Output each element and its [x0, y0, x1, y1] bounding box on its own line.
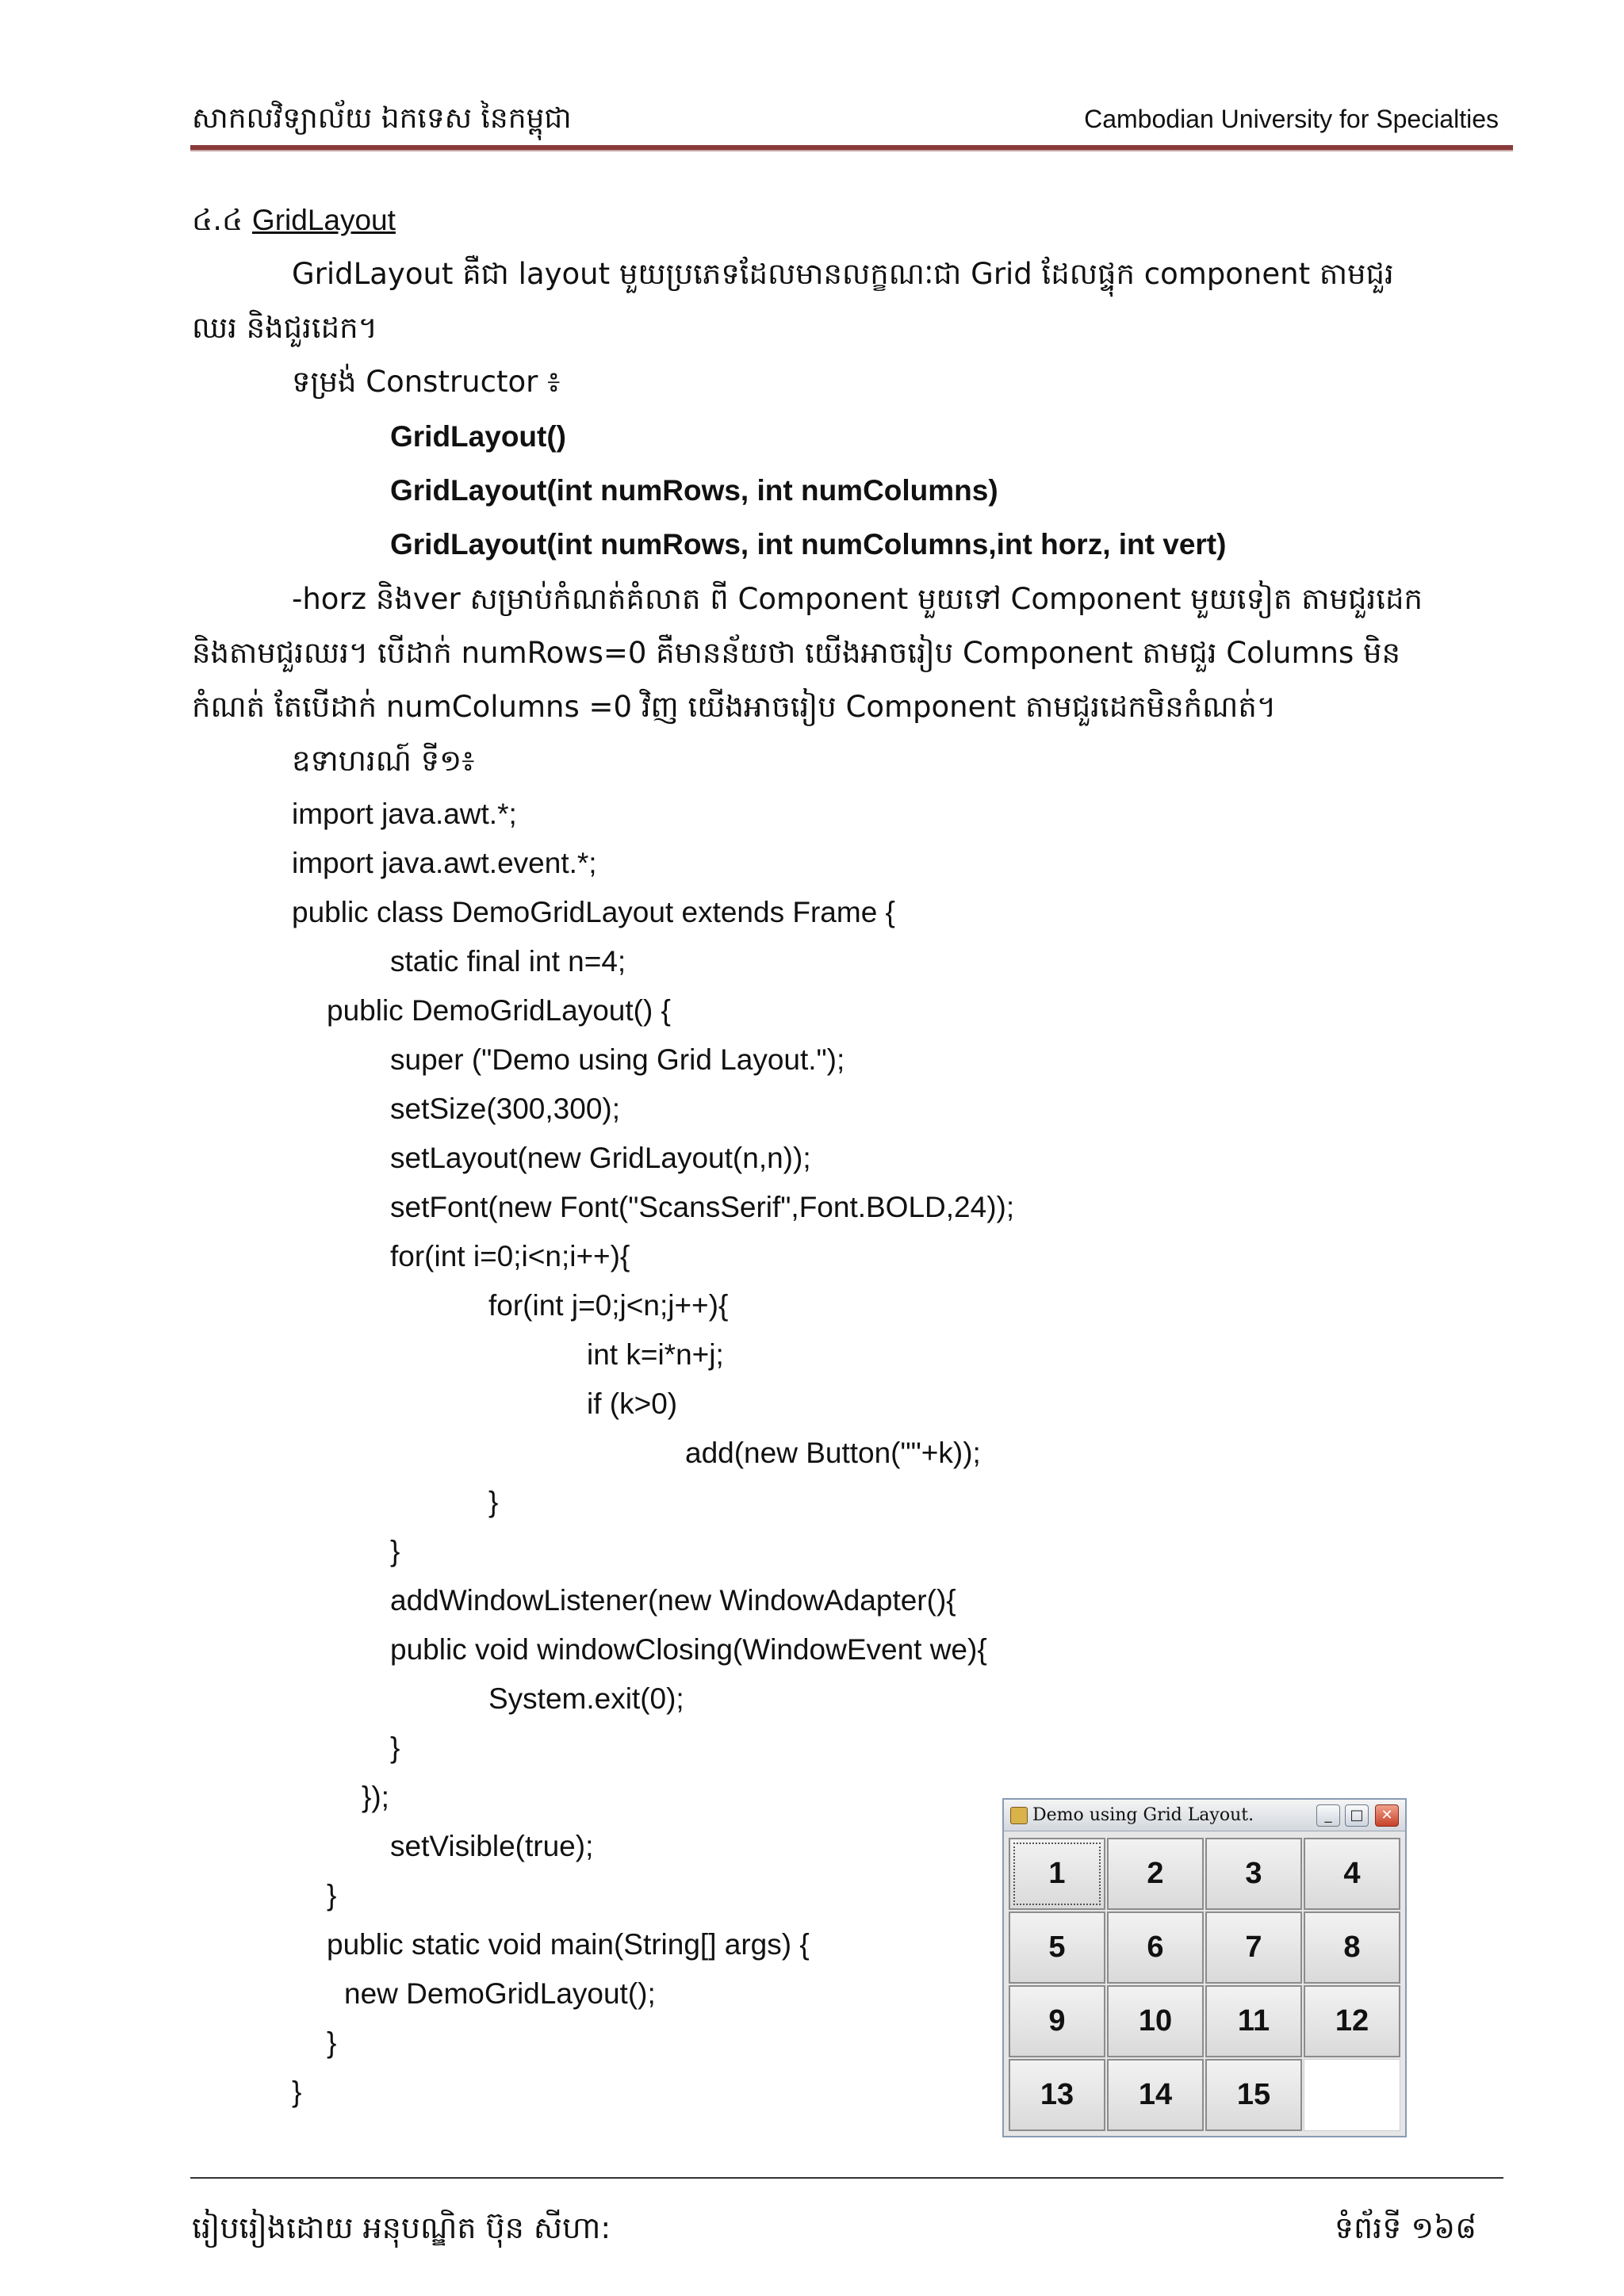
header-university-english: Cambodian University for Specialties: [1084, 105, 1499, 133]
grid-button-5[interactable]: 5: [1009, 1911, 1105, 1984]
constructor-label: ទម្រង់ Constructor ៖: [292, 365, 561, 399]
grid-button-10[interactable]: 10: [1107, 1985, 1204, 2057]
grid-empty-cell: [1304, 2059, 1400, 2131]
java-app-icon: [1010, 1807, 1028, 1824]
grid-button-6[interactable]: 6: [1107, 1911, 1204, 1984]
grid-button-11[interactable]: 11: [1205, 1985, 1302, 2057]
demo-window: [1002, 1798, 1407, 2137]
grid-button-8[interactable]: 8: [1304, 1911, 1400, 1984]
grid-button-12[interactable]: 12: [1304, 1985, 1400, 2057]
footer-author: រៀបរៀងដោយ អនុបណ្ឌិត ប៊ុន សីហា:: [192, 2210, 611, 2245]
footer-divider: [190, 2177, 1503, 2179]
code-line: import java.awt.*;: [292, 798, 517, 830]
code-line: public void windowClosing(WindowEvent we){: [390, 1633, 987, 1666]
code-line: add(new Button(""+k));: [685, 1437, 981, 1469]
button-grid: [1009, 1838, 1400, 2131]
header-divider: [190, 145, 1513, 151]
code-line: }: [292, 2076, 302, 2108]
code-line: public DemoGridLayout() {: [327, 994, 671, 1027]
maximize-button[interactable]: □: [1345, 1804, 1369, 1827]
header-university-khmer: សាកលវិទ្យាល័យ ឯកទេស នៃកម្ពុជា: [192, 102, 572, 135]
footer-page-number: ទំព័រទី ១៦៨: [1334, 2210, 1477, 2245]
intro-line-2: ឈរ និងជួរដេក។: [192, 311, 377, 345]
code-line: setSize(300,300);: [390, 1093, 621, 1125]
example-label: ឧទាហរណ៍ ទី១៖: [292, 744, 475, 778]
code-line: super ("Demo using Grid Layout.");: [390, 1043, 845, 1076]
grid-button-13[interactable]: 13: [1009, 2059, 1105, 2131]
close-button[interactable]: ✕: [1375, 1804, 1399, 1827]
constructor-1: GridLayout(): [390, 420, 566, 453]
window-titlebar[interactable]: [1004, 1800, 1405, 1831]
code-line: int k=i*n+j;: [587, 1338, 724, 1371]
grid-button-3[interactable]: 3: [1205, 1838, 1302, 1910]
grid-button-14[interactable]: 14: [1107, 2059, 1204, 2131]
code-line: if (k>0): [587, 1387, 678, 1420]
section-number: ៤.៤: [192, 203, 243, 237]
code-line: public class DemoGridLayout extends Frame {: [292, 896, 895, 928]
code-line: }: [390, 1732, 400, 1764]
code-line: });: [362, 1781, 389, 1813]
constructor-3: GridLayout(int numRows, int numColumns,int horz, int vert): [390, 528, 1227, 561]
code-line: setVisible(true);: [390, 1830, 594, 1862]
code-line: setFont(new Font("ScansSerif",Font.BOLD,24));: [390, 1191, 1015, 1223]
code-line: }: [327, 2026, 337, 2059]
window-title: Demo using Grid Layout.: [1032, 1805, 1254, 1825]
code-line: }: [327, 1879, 337, 1911]
grid-button-15[interactable]: 15: [1205, 2059, 1302, 2131]
grid-button-9[interactable]: 9: [1009, 1985, 1105, 2057]
horz-line-1: -horz និងver សម្រាប់កំណត់គំលាត ពី Component មួយទៅ Component មួយទៀត តាមជួរដេក: [292, 582, 1423, 616]
intro-line-1: GridLayout គឺជា layout មួយប្រភេទដែលមានលក្ខណៈជា Grid ដែលផ្ទុក component តាមជួរ: [292, 257, 1394, 291]
constructor-2: GridLayout(int numRows, int numColumns): [390, 474, 998, 507]
code-line: public static void main(String[] args) {: [327, 1928, 810, 1961]
code-line: import java.awt.event.*;: [292, 847, 597, 879]
grid-button-2[interactable]: 2: [1107, 1838, 1204, 1910]
code-line: for(int i=0;i<n;i++){: [390, 1240, 630, 1272]
horz-line-2: និងតាមជួរឈរ។ បើដាក់ numRows=0 គឺមានន័យថា យើងអាចរៀប Component តាមជួរ Columns មិន: [192, 636, 1400, 670]
code-line: setLayout(new GridLayout(n,n));: [390, 1142, 811, 1174]
code-line: }: [488, 1486, 499, 1518]
grid-button-1[interactable]: 1: [1009, 1838, 1105, 1910]
code-line: new DemoGridLayout();: [344, 1977, 656, 2010]
section-heading: [192, 193, 396, 247]
code-line: addWindowListener(new WindowAdapter(){: [390, 1584, 956, 1617]
minimize-button[interactable]: _: [1316, 1804, 1340, 1827]
horz-line-3: កំណត់ តែបើដាក់ numColumns =0 វិញ យើងអាចរៀប Component តាមជួរដេកមិនកំណត់។: [192, 690, 1277, 724]
code-line: }: [390, 1535, 400, 1567]
code-line: for(int j=0;j<n;j++){: [488, 1289, 729, 1322]
section-title: GridLayout: [251, 204, 396, 236]
grid-button-4[interactable]: 4: [1304, 1838, 1400, 1910]
code-line: System.exit(0);: [488, 1682, 684, 1715]
grid-button-7[interactable]: 7: [1205, 1911, 1302, 1984]
code-line: static final int n=4;: [390, 945, 626, 978]
